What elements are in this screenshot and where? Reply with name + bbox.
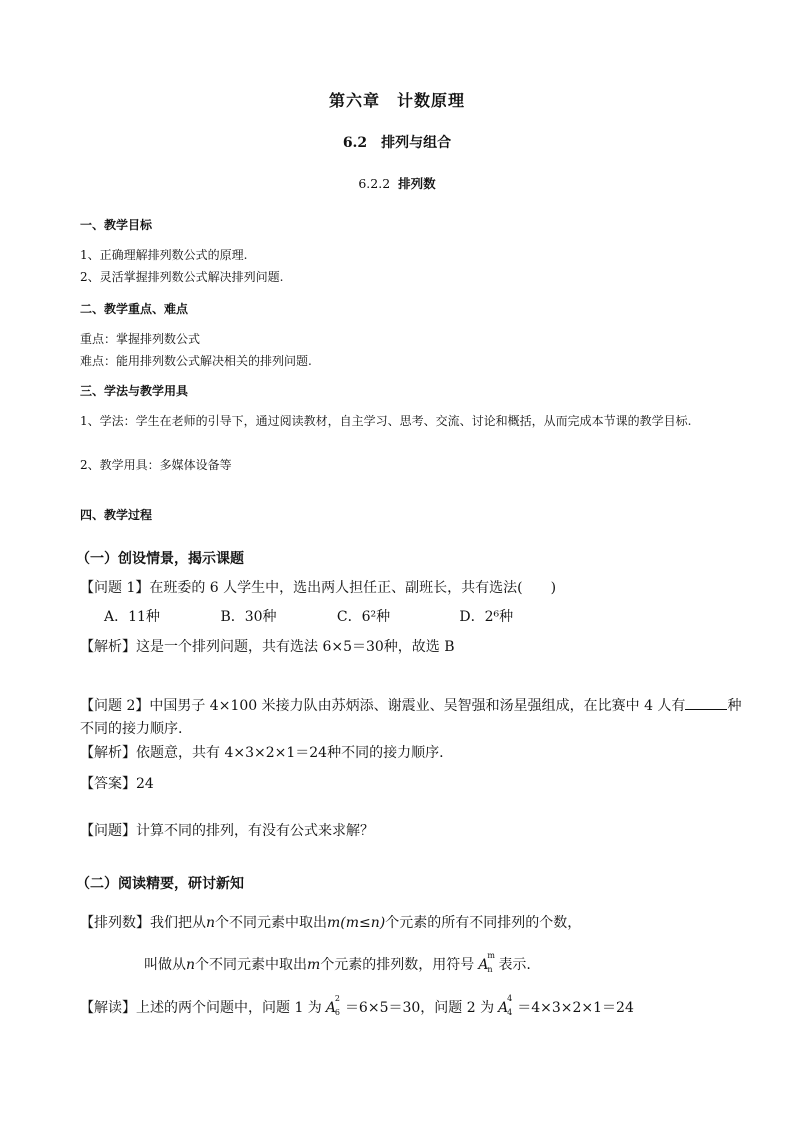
option-d: D．2⁶种 xyxy=(459,609,514,625)
question-2-label: 【问题 2】 xyxy=(80,698,150,714)
question-1 xyxy=(80,577,556,597)
definition-line-2 xyxy=(144,951,531,974)
symbol-letter: A xyxy=(325,1000,336,1016)
goal-item-1: 1、正确理解排列数公式的原理. xyxy=(80,248,248,262)
question-1-text: 在班委的 6 人学生中，选出两人担任正、副班长，共有选法( ) xyxy=(149,580,557,596)
process-heading: 四、教学过程 xyxy=(80,508,153,522)
definition-text: 个不同元素中取出 xyxy=(195,957,308,973)
subsection-name: 排列数 xyxy=(398,176,436,191)
interpretation-text: 上述的两个问题中，问题 1 为 xyxy=(136,1000,322,1016)
equation-2: ＝4×3×2×1＝24 xyxy=(517,1000,634,1016)
symbol-sup: m xyxy=(487,951,495,960)
question-2-line2: 不同的接力顺序. xyxy=(80,721,183,737)
symbol-sup: 2 xyxy=(334,994,340,1003)
question-1-options xyxy=(104,606,513,626)
question-2-answer xyxy=(80,773,154,793)
goals-heading: 一、教学目标 xyxy=(80,218,153,232)
equation-1: ＝6×5＝30 xyxy=(344,1000,421,1016)
permutation-a62 xyxy=(325,994,340,1017)
var-n: n xyxy=(186,957,196,973)
definition-label: 【排列数】 xyxy=(80,915,150,931)
key-points-heading: 二、教学重点、难点 xyxy=(80,302,189,316)
option-a: A．11种 xyxy=(104,609,160,625)
analysis-label: 【解析】 xyxy=(80,639,136,655)
option-b: B．30种 xyxy=(220,609,277,625)
part1-heading: （一）创设情景，揭示课题 xyxy=(76,551,244,567)
answer-value: 24 xyxy=(136,776,154,792)
question-2-analysis xyxy=(80,742,444,762)
definition-text: 表示. xyxy=(498,957,531,973)
definition-line-1 xyxy=(80,912,581,932)
goal-item-2: 2、灵活掌握排列数公式解决排列问题. xyxy=(80,270,284,284)
analysis-text: 这是一个排列问题，共有选法 6×5＝30种，故选 B xyxy=(136,639,455,655)
definition-text: 叫做从 xyxy=(144,957,186,973)
analysis-label: 【解析】 xyxy=(80,745,136,761)
methods-item-1: 1、学法：学生在老师的引导下，通过阅读教材，自主学习、思考、交流、讨论和概括，从而完成本节课的教学目标. xyxy=(80,414,692,428)
var-n: n xyxy=(206,915,216,931)
focus-point: 重点：掌握排列数公式 xyxy=(80,332,201,346)
definition-text: 我们把从 xyxy=(150,915,206,931)
section-title: 6.2 排列与组合 xyxy=(342,135,452,151)
analysis-text: 依题意，共有 4×3×2×1＝24种不同的接力顺序. xyxy=(136,745,444,761)
answer-label: 【答案】 xyxy=(80,776,136,792)
interpretation-label: 【解读】 xyxy=(80,1000,136,1016)
question-3-label: 【问题】 xyxy=(80,823,136,839)
definition-text: 个元素的所有不同排列的个数， xyxy=(385,915,582,931)
interpretation-text: ，问题 2 为 xyxy=(420,1000,495,1016)
condition: m(m≤n) xyxy=(327,915,386,931)
question-2 xyxy=(80,695,741,715)
interpretation xyxy=(80,994,634,1017)
symbol-sub: 6 xyxy=(334,1008,340,1017)
symbol-sub: 4 xyxy=(507,1008,513,1017)
chapter-title: 第六章 计数原理 xyxy=(328,91,465,110)
definition-text: 个不同元素中取出 xyxy=(215,915,328,931)
difficulty-point: 难点：能用排列数公式解决相关的排列问题. xyxy=(80,354,312,368)
subsection-number: 6.2.2 xyxy=(358,176,391,191)
symbol-sup: 4 xyxy=(507,994,513,1003)
methods-item-2: 2、教学用具：多媒体设备等 xyxy=(80,458,232,472)
definition-text: 个元素的排列数，用符号 xyxy=(320,957,475,973)
answer-blank xyxy=(685,695,727,710)
question-3-text: 计算不同的排列，有没有公式来求解？ xyxy=(136,823,374,839)
subsection-title xyxy=(0,174,794,192)
option-c: C．6²种 xyxy=(336,609,391,625)
methods-heading: 三、学法与教学用具 xyxy=(80,384,189,398)
question-1-analysis xyxy=(80,636,455,656)
symbol-sub: n xyxy=(487,965,493,974)
symbol-letter: A xyxy=(478,957,489,973)
permutation-symbol xyxy=(478,951,495,974)
part2-heading: （二）阅读精要，研讨新知 xyxy=(76,876,244,892)
question-3 xyxy=(80,820,374,840)
question-2-text: 中国男子 4×100 米接力队由苏炳添、谢震业、吴智强和汤星强组成，在比赛中 4 人有 xyxy=(149,698,686,714)
symbol-letter: A xyxy=(498,1000,509,1016)
var-m: m xyxy=(307,957,321,973)
question-1-label: 【问题 1】 xyxy=(80,580,150,596)
question-2-text-end: 种 xyxy=(727,698,742,714)
permutation-a44 xyxy=(498,994,513,1017)
